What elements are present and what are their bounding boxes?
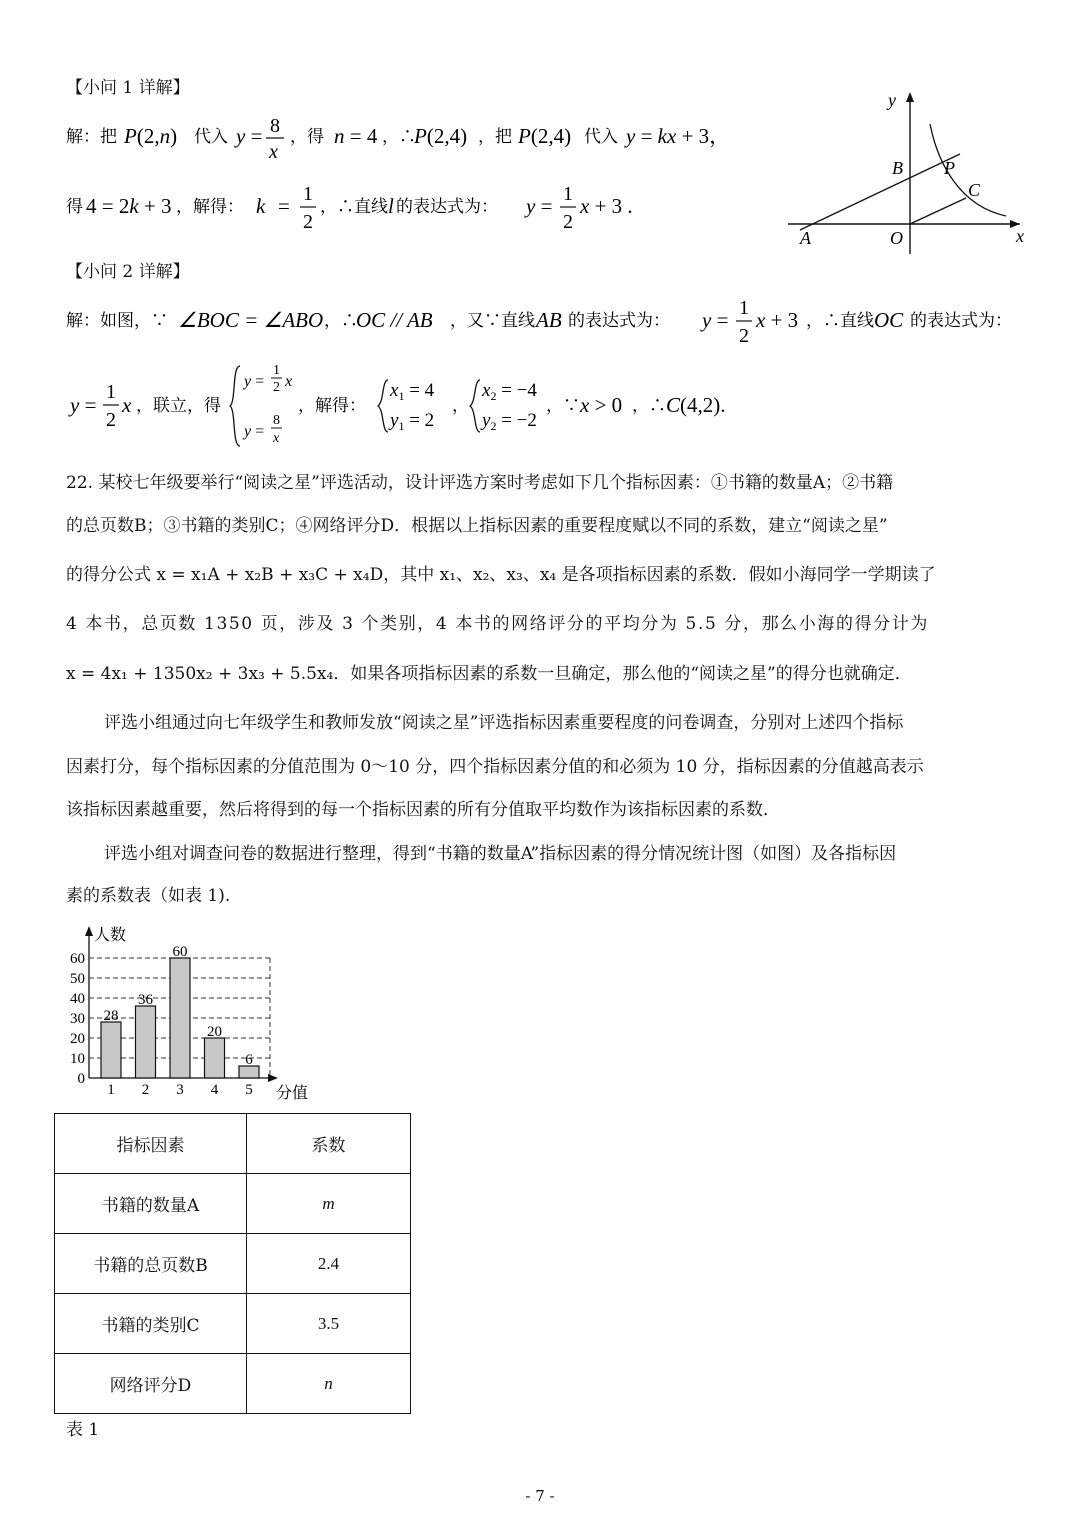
part1-line2 [66,180,666,240]
chart-ytick-label: 20 [70,1031,85,1047]
q22-para2-line1: 评选小组通过向七年级学生和教师发放“阅读之星”评选指标因素重要程度的问卷调查，分别对上述四个指标 [104,713,904,733]
page-number: - 7 - [525,1487,555,1505]
svg-text:AB: AB [536,308,562,332]
chart-data-label: 36 [138,992,153,1008]
svg-text:，: ， [452,396,469,416]
svg-text:l: l [388,194,394,218]
svg-text:OC: OC [874,308,904,332]
svg-text:1: 1 [273,363,280,378]
chart-xtick-label: 2 [141,1082,150,1098]
bar-chart [56,920,326,1108]
q22-line5: x = 4x₁ + 1350x₂ + 3x₃ + 5.5x₄．如果各项指标因素的系数一旦确定，那么他的“阅读之星”的得分也就确定． [66,664,912,684]
chart-ytick-label: 0 [77,1071,85,1087]
q22-para2-line3: 该指标因素越重要，然后将得到的每一个指标因素的所有分值取平均数作为该指标因素的系数． [66,800,780,820]
svg-text:∠BOC = ∠ABO: ∠BOC = ∠ABO [178,308,324,332]
svg-text:2: 2 [106,409,116,431]
q22-line2: 的总页数B；③书籍的类别C；④网络评分D．根据以上指标因素的重要程度赋以不同的系数，建立“阅读之星” [66,516,888,536]
chart-y-arrow [85,926,93,936]
svg-text:1: 1 [563,183,573,205]
label-b: B [892,158,903,178]
svg-text:y =: y = [236,124,263,148]
svg-text:OC // AB: OC // AB [356,308,433,332]
svg-text:，又∵直线: ，又∵直线 [450,311,535,331]
chart-ytick-label: 60 [70,951,85,967]
svg-text:=: = [278,194,290,218]
svg-text:，解得：: ，解得： [298,396,366,416]
chart-bar [205,1038,225,1078]
q22-para2-line2: 因素打分，每个指标因素的分值范围为 0～10 分，四个指标因素分值的和必须为 10 分，指标因素的分值越高表示 [66,757,924,777]
svg-text:x: x [273,431,280,446]
q22-line4: 4 本书，总页数 1350 页，涉及 3 个类别，4 本书的网络评分的平均分为 5.5 分，那么小海的得分计为 [66,614,929,634]
svg-text:8: 8 [273,413,280,428]
q22-line1: 22. 某校七年级要举行“阅读之星”评选活动，设计评选方案时考虑如下几个指标因素：①书籍的数量A；②书籍 [66,473,894,493]
svg-text:，得: ，得 [290,127,324,147]
hyperbola [930,124,1006,216]
table-row [55,1354,411,1414]
svg-text:C(4,2).: C(4,2). [666,393,726,417]
table-cell-coef: n [247,1354,411,1414]
svg-text:x: x [269,141,278,163]
svg-text:4 = 2k + 3: 4 = 2k + 3 [86,194,172,218]
svg-text:1: 1 [303,183,313,205]
table-caption: 表 1 [66,1420,100,1440]
svg-text:，∴: ，∴ [324,311,358,331]
svg-text:，联立，得: ，联立，得 [136,396,221,416]
table-header-coef: 系数 [247,1114,411,1174]
svg-text:n = 4: n = 4 [334,124,378,148]
label-y: y [888,90,896,110]
chart-ytick-label: 10 [70,1051,85,1067]
svg-text:，把: ，把 [478,127,512,147]
chart-bar [170,958,190,1078]
table-header-row [55,1114,411,1174]
chart-ytick-label: 50 [70,971,85,987]
table-cell-factor: 网络评分D [55,1354,247,1414]
chart-data-label: 20 [207,1024,222,1040]
chart-xtick-label: 1 [107,1082,115,1098]
svg-text:2: 2 [563,211,573,233]
table-row [55,1234,411,1294]
svg-text:P(2,4): P(2,4) [518,124,572,148]
q22-para3-line2: 素的系数表（如表 1). [66,886,231,906]
svg-text:的表达式为：: 的表达式为： [568,311,670,331]
svg-text:x: x [122,393,132,417]
svg-text:，∴直线: ，∴直线 [320,197,388,217]
svg-text:y =: y = [702,308,729,332]
table-cell-coef: 2.4 [247,1234,411,1294]
svg-text:x + 3 .: x + 3 . [580,194,633,218]
svg-text:y = kx + 3，: y = kx + 3， [626,124,731,148]
table-row [55,1294,411,1354]
table-cell-coef: m [247,1174,411,1234]
chart-data-label: 28 [103,1008,119,1024]
part1-line1-prefix: 解：把 [66,127,117,147]
svg-text:y2 = −2: $y_2 = -2$ [482,410,537,433]
table-header-factor: 指标因素 [55,1114,247,1174]
label-a: A [800,228,811,248]
svg-text:y =: y = [70,393,97,417]
chart-ytick-label: 40 [70,991,85,1007]
coefficient-table [54,1113,411,1414]
part2-line2 [66,358,826,458]
svg-text:2: 2 [273,380,280,395]
table-cell-factor: 书籍的数量A [55,1174,247,1234]
svg-text:x1 = 4: $x_1 = 4$ [390,380,435,403]
chart-bar [136,1006,156,1078]
chart-xtick-label: 4 [210,1082,219,1098]
part1-line1 [66,112,746,168]
chart-data-label: 6 [245,1052,253,1068]
label-o: O [890,228,903,248]
line-l [800,154,960,230]
part1-header: 【小问 1 详解】 [66,78,190,98]
svg-text:y =: y = [244,423,265,440]
svg-text:y =: y = [526,194,553,218]
svg-text:，∵: ，∵ [546,396,580,416]
chart-ytick-label: 30 [70,1011,85,1027]
svg-text:代入: 代入 [584,127,618,147]
svg-text:得: 得 [66,197,83,217]
coordinate-figure [780,84,1040,264]
label-p: P [944,158,955,178]
svg-text:1: 1 [739,297,749,319]
segment-oc [910,198,966,224]
part2-line1 [66,292,1026,356]
svg-text:8: 8 [270,115,280,137]
svg-text:，∴直线: ，∴直线 [806,311,874,331]
svg-text:，∴: ，∴ [632,396,666,416]
table-cell-factor: 书籍的类别C [55,1294,247,1354]
label-x: x [1016,226,1024,246]
chart-ylabel: 人数 [94,925,127,944]
q22-para3-line1: 评选小组对调查问卷的数据进行整理，得到“书籍的数量A”指标因素的得分情况统计图（如图）及各指标因 [104,844,897,864]
svg-text:y1 = 2: $y_1 = 2$ [390,410,435,433]
part2-header: 【小问 2 详解】 [66,262,190,282]
svg-text:P(2,4): P(2,4) [414,124,468,148]
chart-bar [101,1022,121,1078]
q22-line3: 的得分公式 x = x₁A + x₂B + x₃C + x₄D，其中 x₁、x₂、x₃、x₄ 是各项指标因素的系数．假如小海同学一学期读了 [66,565,936,585]
svg-text:2: 2 [739,325,749,347]
svg-text:代入: 代入 [194,127,228,147]
svg-text:k: k [256,194,266,218]
chart-xtick-label: 5 [245,1082,253,1098]
table-cell-factor: 书籍的总页数B [55,1234,247,1294]
svg-text:2: 2 [303,211,313,233]
label-c: C [968,180,981,200]
svg-text:1: 1 [106,381,116,403]
part1-line1-math [66,112,746,168]
svg-text:x > 0: x > 0 [580,393,623,417]
svg-text:x2 = −4: $x_2 = -4$ [482,380,537,403]
chart-x-arrow [268,1074,278,1082]
svg-text:解：如图，∵: 解：如图，∵ [66,311,168,331]
svg-text:，∴: ，∴ [382,127,416,147]
chart-data-label: 60 [172,944,188,960]
svg-text:P(2,n): P(2,n) [124,124,178,148]
svg-text:x: x [285,373,293,390]
chart-xlabel: 分值 [276,1083,309,1102]
svg-text:的表达式为：: 的表达式为： [910,311,1012,331]
svg-text:的表达式为：: 的表达式为： [396,197,498,217]
svg-text:y =: y = [244,373,265,390]
svg-text:，解得：: ，解得： [176,197,244,217]
table-row [55,1174,411,1234]
chart-xtick-label: 3 [176,1082,184,1098]
table-cell-coef: 3.5 [247,1294,411,1354]
svg-text:x + 3: x + 3 [756,308,799,332]
